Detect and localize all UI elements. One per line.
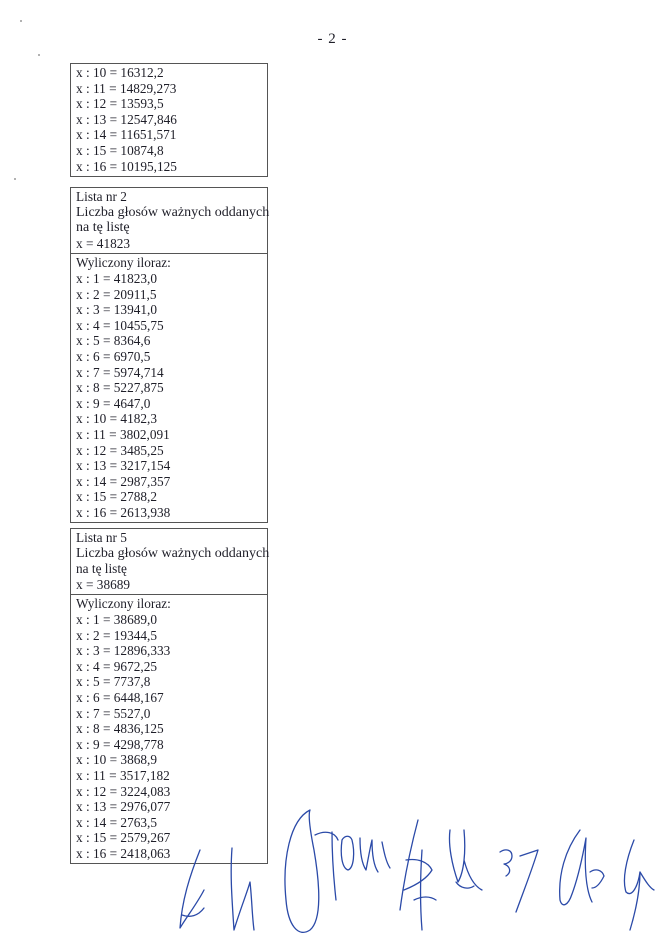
votes-label-continued: na tę listę: [76, 561, 127, 577]
signature-3: [285, 810, 390, 932]
quotient-line: x : 7 = 5527,0: [76, 705, 151, 721]
quotient-line: x : 14 = 2987,357: [76, 473, 171, 489]
quotient-line: x : 10 = 16312,2: [76, 65, 164, 80]
signature-5: [449, 830, 482, 890]
signature-4: [400, 820, 436, 930]
list-title: Lista nr 2: [76, 189, 127, 204]
quotient-line: x : 7 = 5974,714: [76, 364, 164, 380]
quotient-line: x : 1 = 41823,0: [76, 270, 158, 286]
list-header: [71, 188, 270, 253]
quotient-line: x : 4 = 9672,25: [76, 658, 158, 674]
page-number: - 2 -: [317, 31, 348, 47]
quotient-line: x : 10 = 3868,9: [76, 752, 158, 768]
signature-8: [624, 840, 654, 930]
votes-label-continued: na tę listę: [76, 220, 130, 236]
quotient-line: x : 14 = 11651,571: [76, 127, 177, 143]
quotient-line: x : 12 = 3485,25: [76, 442, 164, 458]
signature-1: [180, 850, 204, 928]
quotient-line: x : 14 = 2763,5: [76, 814, 158, 830]
quotient-line: x : 11 = 3517,182: [76, 767, 170, 783]
quotient-label: Wyliczony iloraz:: [76, 255, 171, 271]
quotient-line: x : 1 = 38689,0: [76, 611, 158, 627]
votes-value: x = 38689: [76, 576, 131, 592]
quotient-line: x : 11 = 3802,091: [76, 426, 170, 442]
quotient-line: x : 11 = 14829,273: [76, 80, 177, 96]
votes-value: x = 41823: [76, 235, 131, 251]
quotient-line: x : 16 = 2613,938: [76, 504, 171, 520]
quotient-line: x : 3 = 12896,333: [76, 643, 171, 659]
signature-7: [560, 830, 604, 905]
list-2-table: [70, 187, 268, 523]
list-title: Lista nr 5: [76, 530, 127, 545]
quotient-line: x : 6 = 6970,5: [76, 348, 151, 364]
quotient-line: x : 13 = 3217,154: [76, 458, 171, 474]
quotient-line: x : 12 = 3224,083: [76, 783, 171, 799]
quotient-line: x : 13 = 2976,077: [76, 799, 171, 815]
quotient-line: x : 9 = 4647,0: [76, 395, 151, 411]
quotient-line: x : 3 = 13941,0: [76, 302, 158, 318]
signature-2: [231, 848, 254, 930]
quotient-line: x : 8 = 4836,125: [76, 721, 164, 737]
quotient-line: x : 15 = 2579,267: [76, 830, 171, 846]
quotient-line: x : 8 = 5227,875: [76, 380, 164, 396]
quotient-line: x : 10 = 4182,3: [76, 411, 158, 427]
quotient-label: Wyliczony iloraz:: [76, 596, 171, 612]
quotient-line: x : 9 = 4298,778: [76, 736, 164, 752]
scan-speck: [38, 54, 40, 56]
quotient-line: x : 4 = 10455,75: [76, 317, 164, 333]
quotient-line: x : 13 = 12547,846: [76, 111, 177, 127]
scan-speck: [20, 20, 22, 22]
scan-speck: [14, 178, 16, 180]
quotient-line: x : 15 = 10874,8: [76, 142, 164, 158]
quotient-line: x : 16 = 10195,125: [76, 158, 177, 174]
votes-label: Liczba głosów ważnych oddanych: [76, 204, 270, 220]
quotient-line: x : 2 = 20911,5: [76, 286, 157, 302]
signatures-area: [160, 790, 660, 940]
quotient-line: x : 15 = 2788,2: [76, 489, 158, 505]
signature-6: [500, 850, 538, 912]
quotient-section: [71, 253, 267, 522]
quotient-line: x : 5 = 8364,6: [76, 333, 151, 349]
list-header: [71, 529, 270, 594]
quotient-line: x : 6 = 6448,167: [76, 689, 164, 705]
quotient-line: x : 2 = 19344,5: [76, 627, 158, 643]
continuation-quotient-table: [70, 63, 268, 177]
votes-label: Liczba głosów ważnych oddanych: [76, 545, 270, 561]
quotient-line: x : 5 = 7737,8: [76, 674, 151, 690]
quotient-line: x : 12 = 13593,5: [76, 96, 164, 112]
quotient-line: x : 16 = 2418,063: [76, 845, 171, 861]
